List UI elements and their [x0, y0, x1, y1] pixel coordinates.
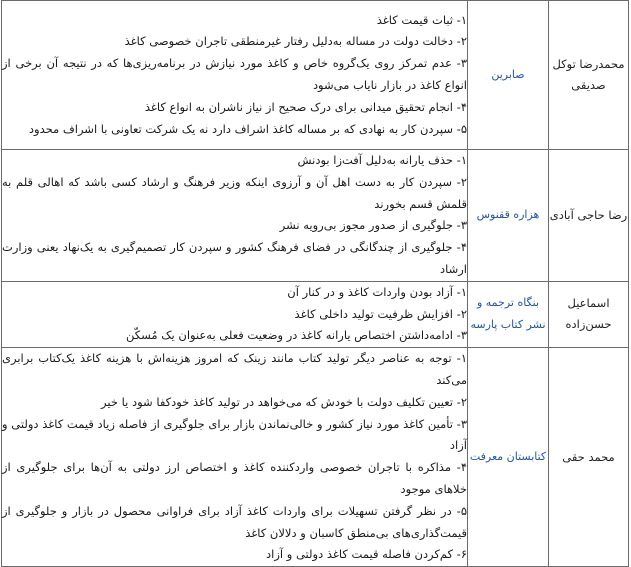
- list-item: ۵- در نظر گرفتن تسهیلات برای واردات کاغذ آزاد برای فراوانی محصول در بازار و جلوگیری از قیمت‌گذاری‌های بی‌منطق کاسبان و دلالان کاغذ: [2, 503, 467, 540]
- list-item: ۳- عدم تمرکز روی یک‌گروه خاص و کاغذ مورد نیازش در برنامه‌ریزی‌ها که در نتیجه آن برخی از انواع کاغذ در بازار نایاب می‌شود: [2, 56, 467, 92]
- list-item: ۶- کم‌کردن فاصله قیمت کاغذ دولتی و آزاد: [266, 547, 467, 562]
- publisher-name: هزاره ققنوس: [468, 150, 549, 282]
- publisher-name: بنگاه ترجمه و نشر کتاب پارسه: [468, 281, 549, 347]
- table-row: [2, 348, 629, 567]
- list-item: ۳- ادامه‌داشتن اختصاص یارانه کاغذ در وضعیت فعلی به‌عنوان یک مُسکّن: [126, 328, 467, 343]
- list-item: ۴- مذاکره با تاجران خصوصی واردکننده کاغذ و اختصاص ارز دولتی به آن‌ها برای جلوگیری از خلاهای موجود: [2, 460, 467, 496]
- suggestions-cell: [2, 348, 468, 567]
- person-name: رضا حاجی آبادی: [549, 150, 629, 282]
- publishers-table: [1, 0, 629, 567]
- list-item: ۲- افزایش ظرفیت تولید داخلی کاغذ: [294, 306, 467, 321]
- list-item: ۵- سپردن کار به نهادی که بر مساله کاغذ اشراف دارد نه یک شرکت تعاونی با اشراف محدود: [28, 121, 467, 136]
- person-name: اسماعیل حسن‌زاده: [549, 281, 629, 347]
- publisher-name: کتابستان معرفت: [468, 348, 549, 567]
- list-item: ۴- انجام تحقیق میدانی برای درک صحیح از نیاز ناشران به انواع کاغذ: [144, 99, 467, 114]
- list-item: ۱- ثبات قیمت کاغذ: [376, 12, 467, 27]
- suggestions-cell: [2, 281, 468, 347]
- list-item: ۳- جلوگیری از صدور مجوز بی‌رویه نشر: [279, 218, 467, 233]
- list-item: ۱- توجه به عناصر دیگر تولید کتاب مانند زینک که امروز هزینه‌اش با هزینه کاغذ یک‌کتاب برابری می‌کند: [2, 351, 467, 387]
- list-item: ۲- دخالت دولت در مساله به‌دلیل رفتار غیرمنطقی تاجران خصوصی کاغذ: [124, 34, 467, 49]
- person-name: محمد حقی: [549, 348, 629, 567]
- table-row: [2, 281, 629, 347]
- list-item: ۱- آزاد بودن واردات کاغذ و در کنار آن: [287, 284, 467, 299]
- table-row: [2, 150, 629, 282]
- list-item: ۲- تعیین تکلیف دولت با خودش که می‌خواهد در تولید کاغذ خودکفا شود یا خیر: [101, 394, 467, 409]
- list-item: ۲- سپردن کار به دست اهل آن و آرزوی اینکه وزیر فرهنگ و ارشاد کسی باشد که اهالی قلم به قلمش قسم بخورند: [2, 174, 467, 211]
- person-name: محمدرضا توکل صدیقی: [549, 1, 629, 150]
- publisher-name: صابرین: [468, 1, 549, 150]
- suggestions-cell: [2, 150, 468, 282]
- list-item: ۱- حذف یارانه به‌دلیل آفت‌زا بودنش: [297, 153, 467, 167]
- table-row: [2, 1, 629, 150]
- suggestions-cell: [2, 1, 468, 150]
- list-item: ۳- تأمین کاغذ مورد نیاز کشور و خالی‌نماندن بازار برای جلوگیری از فاصله زیاد قیمت کاغذ دولتی و آزاد: [2, 416, 467, 453]
- list-item: ۴- جلوگیری از چندگانگی در فضای فرهنگ کشور و سپردن کار تصمیم‌گیری به یک‌نهاد یعنی وزارت ارشاد: [2, 240, 467, 276]
